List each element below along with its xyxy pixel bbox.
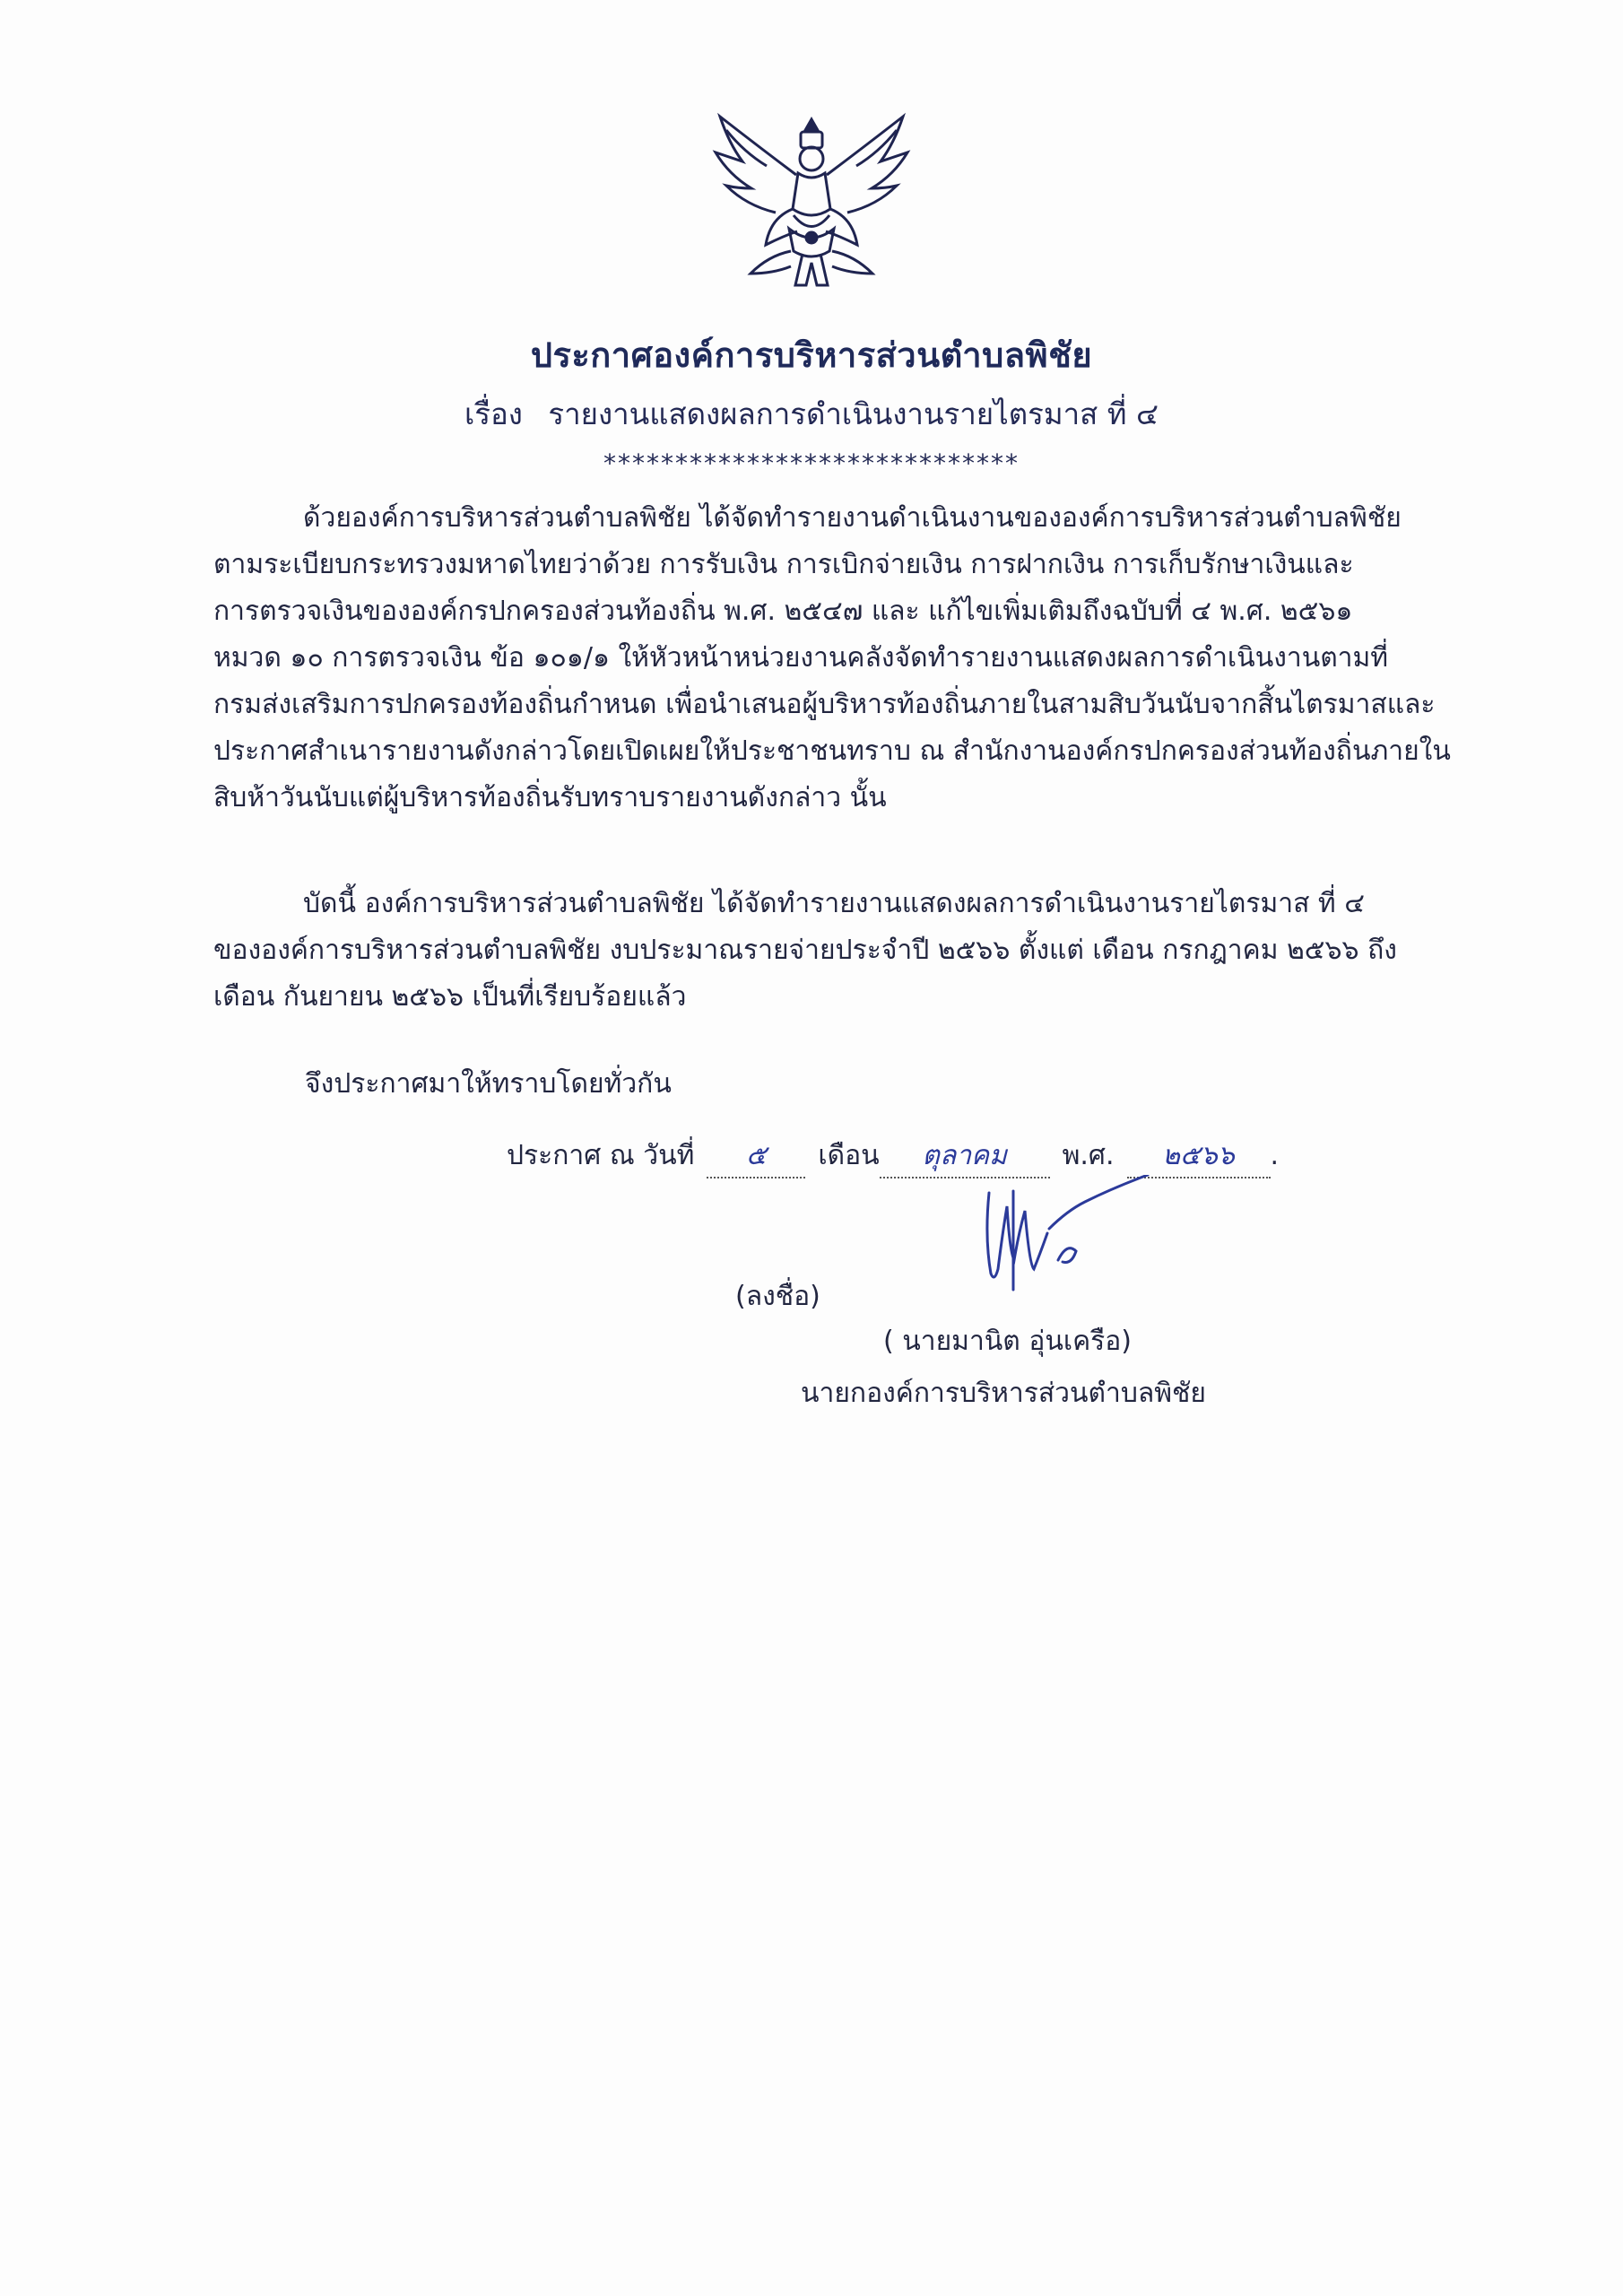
subject-label: เรื่อง [464, 396, 523, 431]
signer-name: ( นายมานิต อุ่นเครือ) [883, 1326, 1133, 1357]
paragraph-1 [213, 495, 1460, 822]
paragraph-line: ขององค์การบริหารส่วนตำบลพิชัย งบประมาณรายจ่ายประจำปี ๒๕๖๖ ตั้งแต่ เดือน กรกฎาคม ๒๕๖๖ ถึง [213, 935, 1397, 966]
paragraph-2 [213, 881, 1460, 1021]
dateline-year: ๒๕๖๖ [1127, 1135, 1271, 1178]
garuda-emblem-icon [708, 103, 915, 296]
paragraph-line: ด้วยองค์การบริหารส่วนตำบลพิชัย ได้จัดทำรายงานดำเนินงานขององค์การบริหารส่วนตำบลพิชัย [303, 502, 1402, 534]
paragraph-line: เดือน กันยายน ๒๕๖๖ เป็นที่เรียบร้อยแล้ว [213, 981, 687, 1013]
paragraph-line: สิบห้าวันนับแต่ผู้บริหารท้องถิ่นรับทราบรายงานดังกล่าว นั้น [213, 782, 887, 813]
dateline-month: ตุลาคม [880, 1135, 1050, 1178]
paragraph-line: หมวด ๑๐ การตรวจเงิน ข้อ ๑๐๑/๑ ให้หัวหน้าหน่วยงานคลังจัดทำรายงานแสดงผลการดำเนินงานตามที่ [213, 642, 1389, 674]
announcement-title: ประกาศองค์การบริหารส่วนตำบลพิชัย [530, 335, 1093, 375]
signature-label: (ลงชื่อ) [735, 1281, 820, 1312]
header-divider: ***************************** [603, 448, 1020, 478]
paragraph-line: ประกาศสำเนารายงานดังกล่าวโดยเปิดเผยให้ประชาชนทราบ ณ สำนักงานองค์กรปกครองส่วนท้องถิ่นภายใน [213, 735, 1451, 767]
subject-line [0, 390, 1623, 438]
dateline-month-label: เดือน [818, 1140, 880, 1171]
paragraph-line: ตามระเบียบกระทรวงมหาดไทยว่าด้วย การรับเงิน การเบิกจ่ายเงิน การฝากเงิน การเก็บรักษาเงินและ [213, 549, 1354, 580]
announcement-dateline [507, 1135, 1279, 1178]
dateline-end: . [1270, 1140, 1280, 1171]
dateline-day: ๕ [707, 1135, 805, 1178]
paragraph-line: การตรวจเงินขององค์กรปกครองส่วนท้องถิ่น พ.ศ. ๒๕๔๗ และ แก้ไขเพิ่มเติมถึงฉบับที่ ๔ พ.ศ. ๒๕๖๑ [213, 596, 1353, 627]
handwritten-signature-icon [973, 1175, 1152, 1309]
dateline-prefix: ประกาศ ณ วันที่ [507, 1140, 695, 1171]
dateline-year-label: พ.ศ. [1062, 1140, 1115, 1171]
signer-position: นายกองค์การบริหารส่วนตำบลพิชัย [801, 1378, 1206, 1409]
closing-statement: จึงประกาศมาให้ทราบโดยทั่วกัน [305, 1068, 672, 1100]
paragraph-line: บัดนี้ องค์การบริหารส่วนตำบลพิชัย ได้จัดทำรายงานแสดงผลการดำเนินงานรายไตรมาส ที่ ๔ [303, 888, 1365, 919]
subject-text: รายงานแสดงผลการดำเนินงานรายไตรมาส ที่ ๔ [548, 396, 1159, 431]
paragraph-line: กรมส่งเสริมการปกครองท้องถิ่นกำหนด เพื่อนำเสนอผู้บริหารท้องถิ่นภายในสามสิบวันนับจากสิ้นไตรมาสและ [213, 689, 1436, 720]
